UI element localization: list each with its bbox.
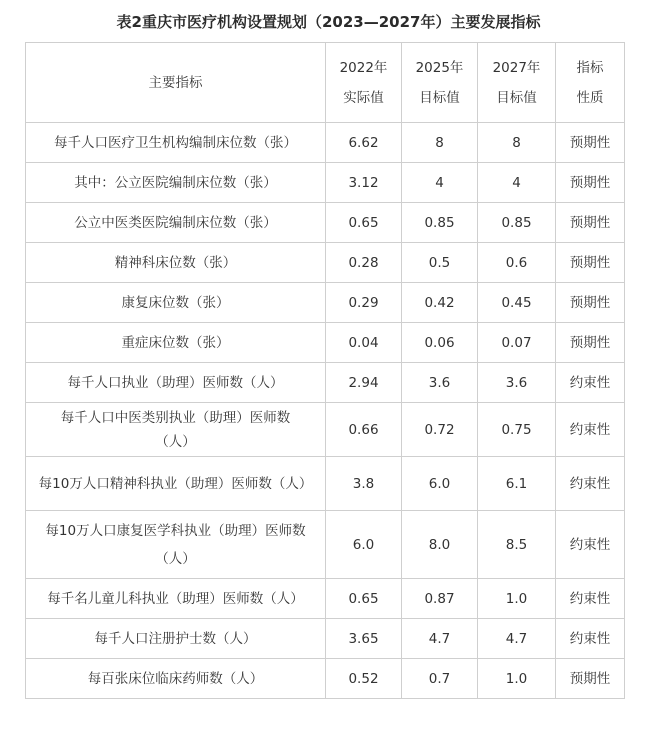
table-row [26,283,625,323]
value-2027: 0.45 [478,283,556,323]
value-2027: 1.0 [478,579,556,619]
indicator-nature: 约束性 [556,363,625,403]
value-2022: 0.65 [326,579,402,619]
header-kind: 目标值 [496,89,537,106]
table-row [26,457,625,511]
value-2022: 0.66 [326,403,402,457]
value-2027: 0.6 [478,243,556,283]
value-2022: 0.52 [326,659,402,699]
indicator-name: 康复床位数（张） [26,283,326,323]
indicators-table [25,42,625,699]
table-row [26,659,625,699]
value-2022: 3.8 [326,457,402,511]
indicator-name: 每千人口执业（助理）医师数（人） [26,363,326,403]
header-indicator: 主要指标 [26,43,326,123]
indicator-nature: 预期性 [556,659,625,699]
header-year: 2027年 [492,59,541,76]
indicator-nature: 约束性 [556,403,625,457]
table-header-row [26,43,625,123]
value-2022: 3.12 [326,163,402,203]
indicator-name: 每百张床位临床药师数（人） [26,659,326,699]
value-2027: 1.0 [478,659,556,699]
indicator-nature: 约束性 [556,579,625,619]
value-2027: 0.75 [478,403,556,457]
value-2027: 6.1 [478,457,556,511]
header-2027-target [478,43,556,123]
header-kind: 目标值 [419,89,460,106]
value-2025: 0.06 [402,323,478,363]
value-2022: 0.04 [326,323,402,363]
indicator-nature: 约束性 [556,619,625,659]
table-row [26,511,625,579]
table-row [26,403,625,457]
indicator-nature: 预期性 [556,203,625,243]
table-row [26,619,625,659]
table-title: 表2重庆市医疗机构设置规划（2023—2027年）主要发展指标 [116,13,541,31]
table-row [26,163,625,203]
value-2025: 0.72 [402,403,478,457]
indicator-name: 每千人口注册护士数（人） [26,619,326,659]
indicator-nature: 预期性 [556,243,625,283]
value-2025: 4 [402,163,478,203]
value-2022: 0.65 [326,203,402,243]
value-2022: 6.0 [326,511,402,579]
table-row [26,579,625,619]
indicator-name: 精神科床位数（张） [26,243,326,283]
table-row [26,243,625,283]
header-2025-target [402,43,478,123]
value-2025: 6.0 [402,457,478,511]
value-2025: 8 [402,123,478,163]
indicator-nature: 约束性 [556,457,625,511]
value-2027: 8.5 [478,511,556,579]
value-2022: 2.94 [326,363,402,403]
indicator-name: 每千人口中医类别执业（助理）医师数（人） [26,403,326,457]
header-year: 2022年 [339,59,388,76]
header-kind: 实际值 [343,89,384,106]
indicator-nature: 预期性 [556,323,625,363]
header-nature-line1: 指标 [576,59,604,76]
indicator-name: 公立中医类医院编制床位数（张） [26,203,326,243]
value-2027: 3.6 [478,363,556,403]
table-row [26,123,625,163]
indicator-name: 其中：公立医院编制床位数（张） [26,163,326,203]
header-nature-line2: 性质 [576,89,604,106]
indicator-nature: 预期性 [556,163,625,203]
table-row [26,323,625,363]
value-2022: 0.28 [326,243,402,283]
indicator-nature: 预期性 [556,123,625,163]
value-2027: 4 [478,163,556,203]
indicator-nature: 约束性 [556,511,625,579]
indicator-name: 重症床位数（张） [26,323,326,363]
value-2022: 6.62 [326,123,402,163]
value-2025: 0.5 [402,243,478,283]
value-2027: 8 [478,123,556,163]
value-2022: 3.65 [326,619,402,659]
value-2025: 3.6 [402,363,478,403]
value-2025: 8.0 [402,511,478,579]
value-2025: 4.7 [402,619,478,659]
value-2027: 0.85 [478,203,556,243]
value-2027: 0.07 [478,323,556,363]
value-2025: 0.42 [402,283,478,323]
header-year: 2025年 [415,59,464,76]
value-2025: 0.7 [402,659,478,699]
value-2025: 0.85 [402,203,478,243]
table-row [26,203,625,243]
value-2022: 0.29 [326,283,402,323]
indicator-nature: 预期性 [556,283,625,323]
header-nature [556,43,625,123]
value-2025: 0.87 [402,579,478,619]
indicator-name: 每千名儿童儿科执业（助理）医师数（人） [26,579,326,619]
indicator-name: 每10万人口康复医学科执业（助理）医师数（人） [26,511,326,579]
indicator-name: 每10万人口精神科执业（助理）医师数（人） [26,457,326,511]
value-2027: 4.7 [478,619,556,659]
indicator-name: 每千人口医疗卫生机构编制床位数（张） [26,123,326,163]
header-2022-actual [326,43,402,123]
table-row [26,363,625,403]
